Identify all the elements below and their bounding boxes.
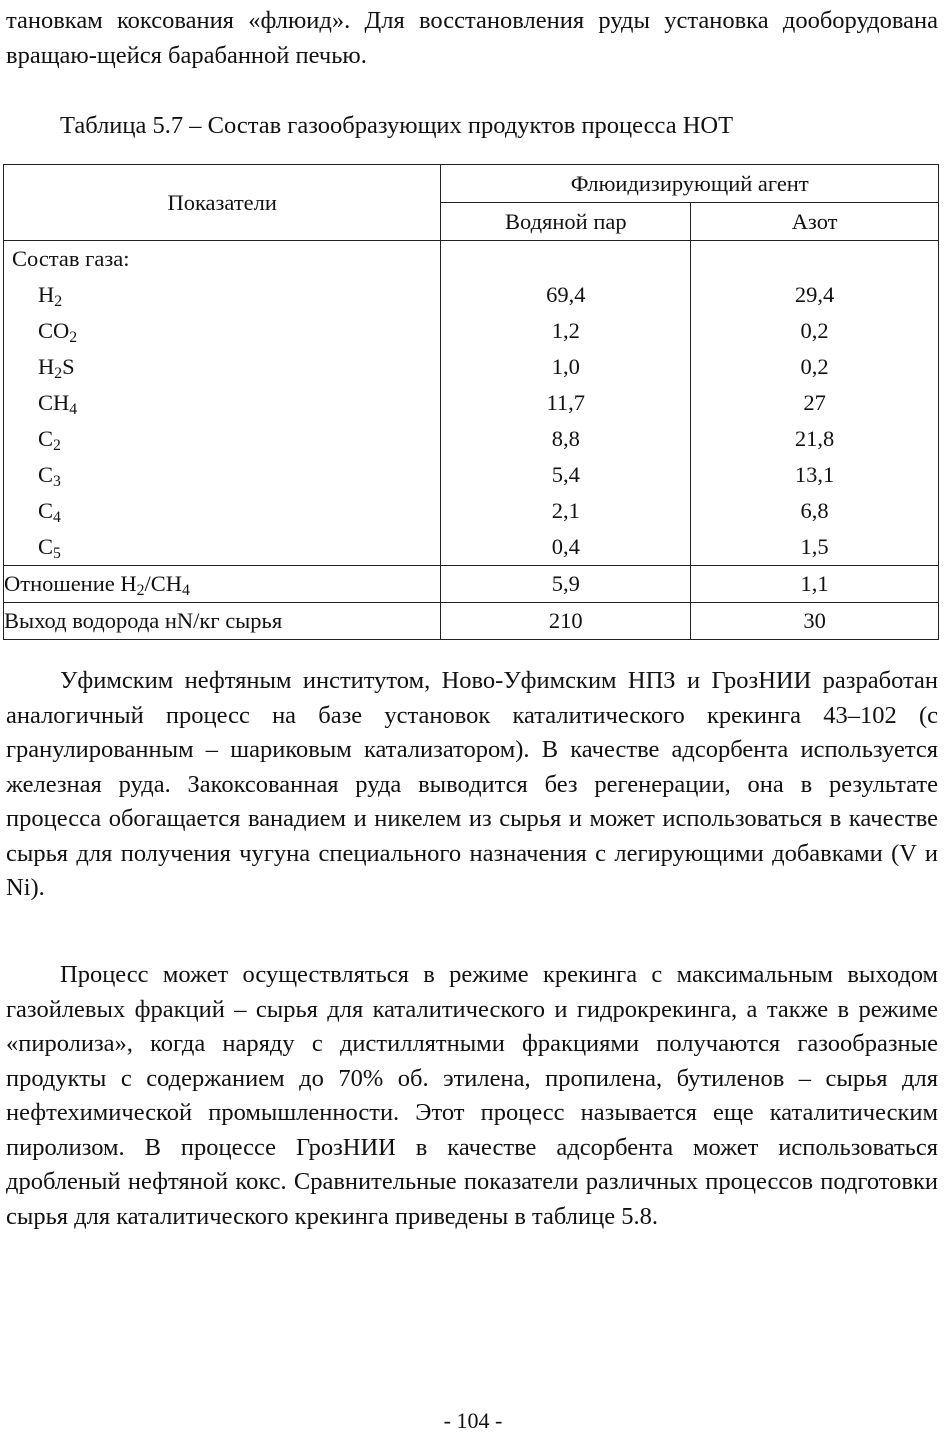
value-steam: 1,2 (551, 318, 580, 343)
composition-nitrogen-cell (691, 241, 939, 566)
header-fluidizing-agent: Флюидизирующий агент (441, 165, 939, 203)
value-nitrogen: 1,5 (800, 534, 829, 559)
value-nitrogen: 13,1 (794, 462, 835, 487)
header-indicators: Показатели (4, 165, 441, 241)
header-steam: Водяной пар (441, 203, 691, 241)
component-name: $H_2$ (38, 282, 63, 310)
value-steam: 2,1 (551, 498, 580, 523)
composition-label: Состав газа: (12, 246, 130, 271)
value-nitrogen: 21,8 (794, 426, 835, 451)
component-name: $H_2S$ (38, 354, 75, 382)
value-nitrogen: 27 (803, 390, 826, 415)
yield-nitrogen: 30 (691, 603, 939, 640)
value-steam: 0,4 (551, 534, 580, 559)
page-number: - 104 - (443, 1408, 503, 1433)
gas-composition-table (3, 164, 939, 640)
component-name: $C_2$ (38, 426, 61, 454)
value-steam: 11,7 (546, 390, 586, 415)
value-nitrogen: 0,2 (800, 318, 829, 343)
value-steam: 69,4 (546, 282, 586, 307)
composition-block (4, 241, 939, 566)
value-steam: 8,8 (551, 426, 580, 451)
component-name: $C_4$ (38, 498, 61, 526)
ratio-row (4, 566, 939, 603)
yield-label: Выход водорода нN/кг сырья (4, 603, 441, 640)
paragraph-3: Процесс может осуществляться в режиме крекинга с максимальным выходом газойлевых фракций – сырья для каталитического и гидрокрекинга, а также в режиме «пиролиза», когда наряду с дистиллятными фракциями получаются газообразные продукты с содержанием до 70% об. этилена, пропилена, бутиленов – сырья для нефтехимической промышленности. Этот процесс называется еще каталитическим пиролизом. В процессе ГрозНИИ в качестве адсорбента может использоваться дробленый нефтяной кокс. Сравнительные показатели различных процессов подготовки сырья для каталитического крекинга приведены в таблице 5.8. (6, 961, 938, 1230)
value-nitrogen: 29,4 (794, 282, 835, 307)
value-steam: 1,0 (551, 354, 580, 379)
value-steam: 5,4 (551, 462, 580, 487)
ratio-label: Отношение $H_2/CH_4$ (4, 566, 441, 603)
component-name: $CO_2$ (38, 318, 78, 346)
ratio-nitrogen: 1,1 (691, 566, 939, 603)
top-paragraph: тановкам коксования «флюид». Для восстановления руды установка дооборудована вращаю-щейся барабанной печью. (6, 7, 938, 69)
component-name: $C_5$ (38, 534, 61, 562)
yield-steam: 210 (441, 603, 691, 640)
value-nitrogen: 6,8 (800, 498, 829, 523)
paragraph-2: Уфимским нефтяным институтом, Ново-Уфимским НПЗ и ГрозНИИ разработан аналогичный процесс на базе установок каталитического крекинга 43–102 (с гранулированным – шариковым катализатором). В качестве адсорбента используется железная руда. Закоксованная руда выводится без регенерации, она в результате процесса обогащается ванадием и никелем из сырья и может использоваться в качестве сырья для получения чугуна специального назначения с легирующими добавками (V и Ni). (6, 667, 938, 901)
ratio-steam: 5,9 (441, 566, 691, 603)
value-nitrogen: 0,2 (800, 354, 829, 379)
component-name: $CH_4$ (38, 390, 78, 418)
composition-steam-cell (441, 241, 691, 566)
table-caption: Таблица 5.7 – Состав газообразующих продуктов процесса НОТ (60, 112, 734, 139)
component-name: $C_3$ (38, 462, 61, 490)
header-nitrogen: Азот (691, 203, 939, 241)
composition-indicators-cell (4, 241, 441, 566)
table-header-row (4, 165, 939, 203)
yield-row (4, 603, 939, 640)
